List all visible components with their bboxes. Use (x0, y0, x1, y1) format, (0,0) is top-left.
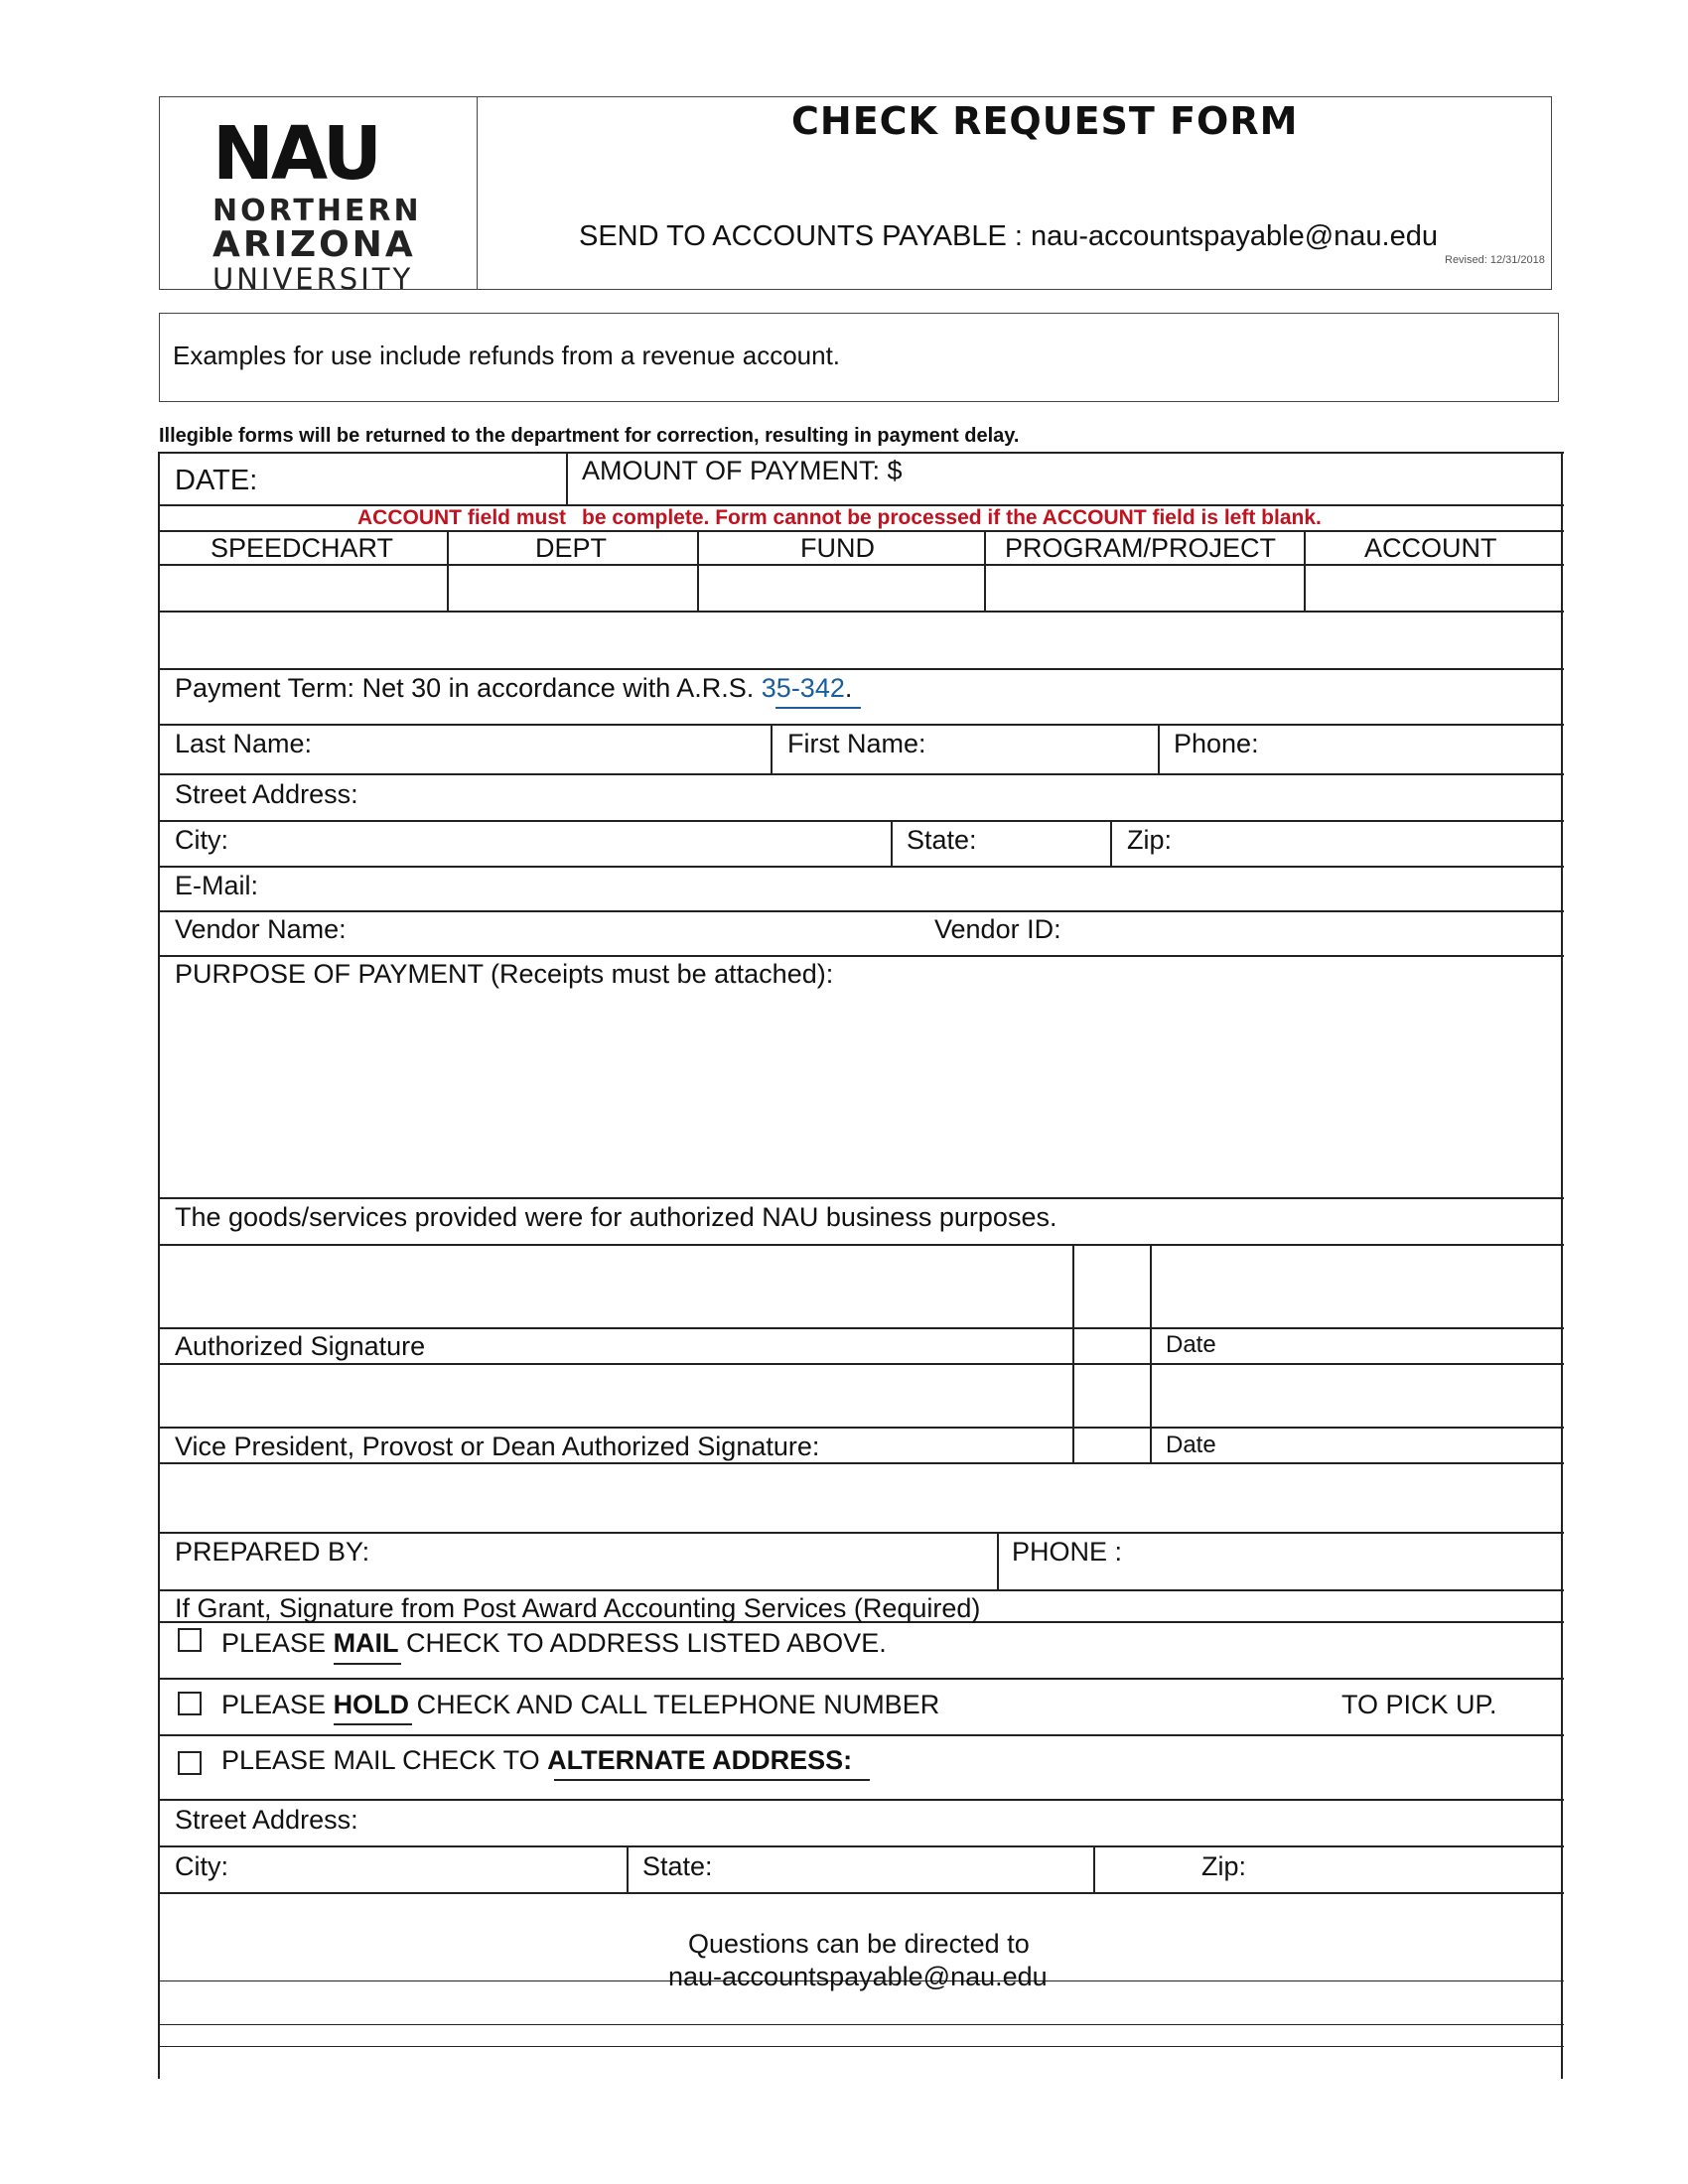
hold-option-post: CHECK AND CALL TELEPHONE NUMBER (409, 1690, 940, 1719)
date-label: DATE: (175, 465, 258, 496)
alt-option-bold: ALTERNATE ADDRESS: (547, 1745, 853, 1775)
prepared-by-label: PREPARED BY: (175, 1537, 370, 1567)
rule (158, 668, 1564, 670)
rule (158, 820, 1564, 822)
date-label-1: Date (1166, 1331, 1216, 1358)
logo-line-2: ARIZONA (212, 224, 416, 265)
col-account: ACCOUNT (1364, 533, 1497, 563)
authorized-signature-label: Authorized Signature (175, 1331, 426, 1361)
rule (158, 1427, 1564, 1429)
sep (1150, 1244, 1152, 1462)
logo-line-3: UNIVERSITY (212, 262, 414, 296)
rule (158, 724, 1564, 726)
payment-term-end: . (844, 673, 853, 703)
rule (158, 1462, 1564, 1464)
rule (158, 1734, 1564, 1736)
hold-checkbox[interactable] (178, 1692, 202, 1715)
city-label: City: (175, 825, 228, 855)
zip-label: Zip: (1127, 825, 1173, 855)
rule (158, 2024, 1564, 2025)
alternate-underline (554, 1779, 870, 1781)
form-left-border (158, 452, 160, 2079)
mail-underline (334, 1663, 401, 1665)
ars-link-underline (775, 707, 861, 709)
sep (627, 1845, 629, 1892)
rule (158, 773, 1564, 775)
rule (158, 1532, 1564, 1534)
phone-label: Phone: (1174, 729, 1259, 758)
payment-term-text: Payment Term: Net 30 in accordance with A.R.S. (175, 673, 762, 703)
alt-zip-label: Zip: (1201, 1851, 1247, 1881)
rule (158, 611, 1564, 613)
logo-mark: NAU (212, 111, 380, 197)
sep (1093, 1845, 1095, 1892)
payment-term (175, 672, 852, 704)
purpose-label: PURPOSE OF PAYMENT (Receipts must be attached): (175, 959, 834, 989)
email-label: E-Mail: (175, 871, 259, 900)
col-dept: DEPT (535, 533, 608, 563)
rule (158, 955, 1564, 957)
rule (158, 1678, 1564, 1680)
mail-checkbox[interactable] (178, 1628, 202, 1652)
rule (158, 1845, 1564, 1847)
mail-option-pre: PLEASE (221, 1628, 334, 1658)
col-speedchart: SPEEDCHART (211, 533, 394, 563)
rule (158, 564, 1564, 566)
vendor-name-label: Vendor Name: (175, 914, 347, 944)
alternate-option (221, 1744, 852, 1776)
rule (158, 1363, 1564, 1365)
alt-option-pre: PLEASE MAIL CHECK TO (221, 1745, 548, 1775)
first-name-label: First Name: (787, 729, 926, 758)
alternate-address-checkbox[interactable] (178, 1751, 202, 1775)
vp-signature-label: Vice President, Provost or Dean Authorized Signature: (175, 1432, 820, 1461)
hold-option (221, 1689, 939, 1720)
sep (771, 724, 773, 773)
footer-email[interactable]: nau-accountspayable@nau.edu (668, 1962, 1048, 1991)
col-program: PROGRAM/PROJECT (1005, 533, 1277, 563)
account-warning-b: be complete. Form cannot be processed if the ACCOUNT field is left blank. (582, 506, 1322, 529)
state-label: State: (907, 825, 977, 855)
rule (158, 1892, 1564, 1894)
mail-option-post: CHECK TO ADDRESS LISTED ABOVE. (398, 1628, 887, 1658)
amount-label: AMOUNT OF PAYMENT: $ (582, 456, 903, 485)
rule (158, 910, 1564, 912)
alt-city-label: City: (175, 1851, 228, 1881)
rule (158, 1799, 1564, 1801)
sep (447, 530, 449, 611)
sep (997, 1532, 999, 1589)
page-title: CHECK REQUEST FORM (791, 99, 1299, 143)
account-warning-a: ACCOUNT field must (357, 506, 566, 529)
sep (697, 530, 699, 611)
form-right-border (1561, 452, 1563, 2079)
street-label: Street Address: (175, 779, 358, 809)
vendor-id-label: Vendor ID: (934, 914, 1061, 944)
footer-line-1: Questions can be directed to (688, 1929, 1030, 1959)
hold-option-tail: TO PICK UP. (1341, 1690, 1497, 1719)
revised-date: Revised: 12/31/2018 (1445, 254, 1545, 266)
grant-signature-label: If Grant, Signature from Post Award Accounting Services (Required) (175, 1593, 981, 1623)
last-name-label: Last Name: (175, 729, 313, 758)
alt-street-label: Street Address: (175, 1805, 358, 1835)
rule (158, 1197, 1564, 1199)
illegible-note: Illegible forms will be returned to the department for correction, resulting in payment delay. (159, 425, 1020, 447)
goods-statement: The goods/services provided were for authorized NAU business purposes. (175, 1202, 1057, 1232)
sep (1072, 1244, 1074, 1462)
sep (1110, 820, 1112, 866)
rule (158, 1589, 1564, 1591)
sep (566, 452, 568, 504)
mail-option-bold: MAIL (333, 1628, 399, 1658)
col-fund: FUND (800, 533, 875, 563)
sep (891, 820, 893, 866)
rule (158, 1244, 1564, 1246)
hold-option-bold: HOLD (333, 1690, 410, 1719)
sep (1304, 530, 1306, 611)
rule (158, 2046, 1564, 2047)
date-label-2: Date (1166, 1432, 1216, 1458)
logo-line-1: NORTHERN (212, 194, 422, 228)
hold-underline (334, 1723, 412, 1725)
ars-link[interactable]: 35-342 (761, 673, 845, 703)
header-divider (477, 96, 478, 290)
prepared-phone-label: PHONE : (1012, 1537, 1123, 1567)
rule (158, 866, 1564, 868)
sep (984, 530, 986, 611)
send-to-line: SEND TO ACCOUNTS PAYABLE : nau-accountspayable@nau.edu (579, 220, 1438, 252)
mail-option (221, 1627, 887, 1659)
rule (158, 452, 1564, 454)
sep (1158, 724, 1160, 773)
alt-state-label: State: (642, 1851, 713, 1881)
nau-logo (212, 111, 451, 296)
examples-note: Examples for use include refunds from a revenue account. (173, 341, 841, 370)
hold-option-pre: PLEASE (221, 1690, 334, 1719)
rule (158, 1327, 1564, 1329)
